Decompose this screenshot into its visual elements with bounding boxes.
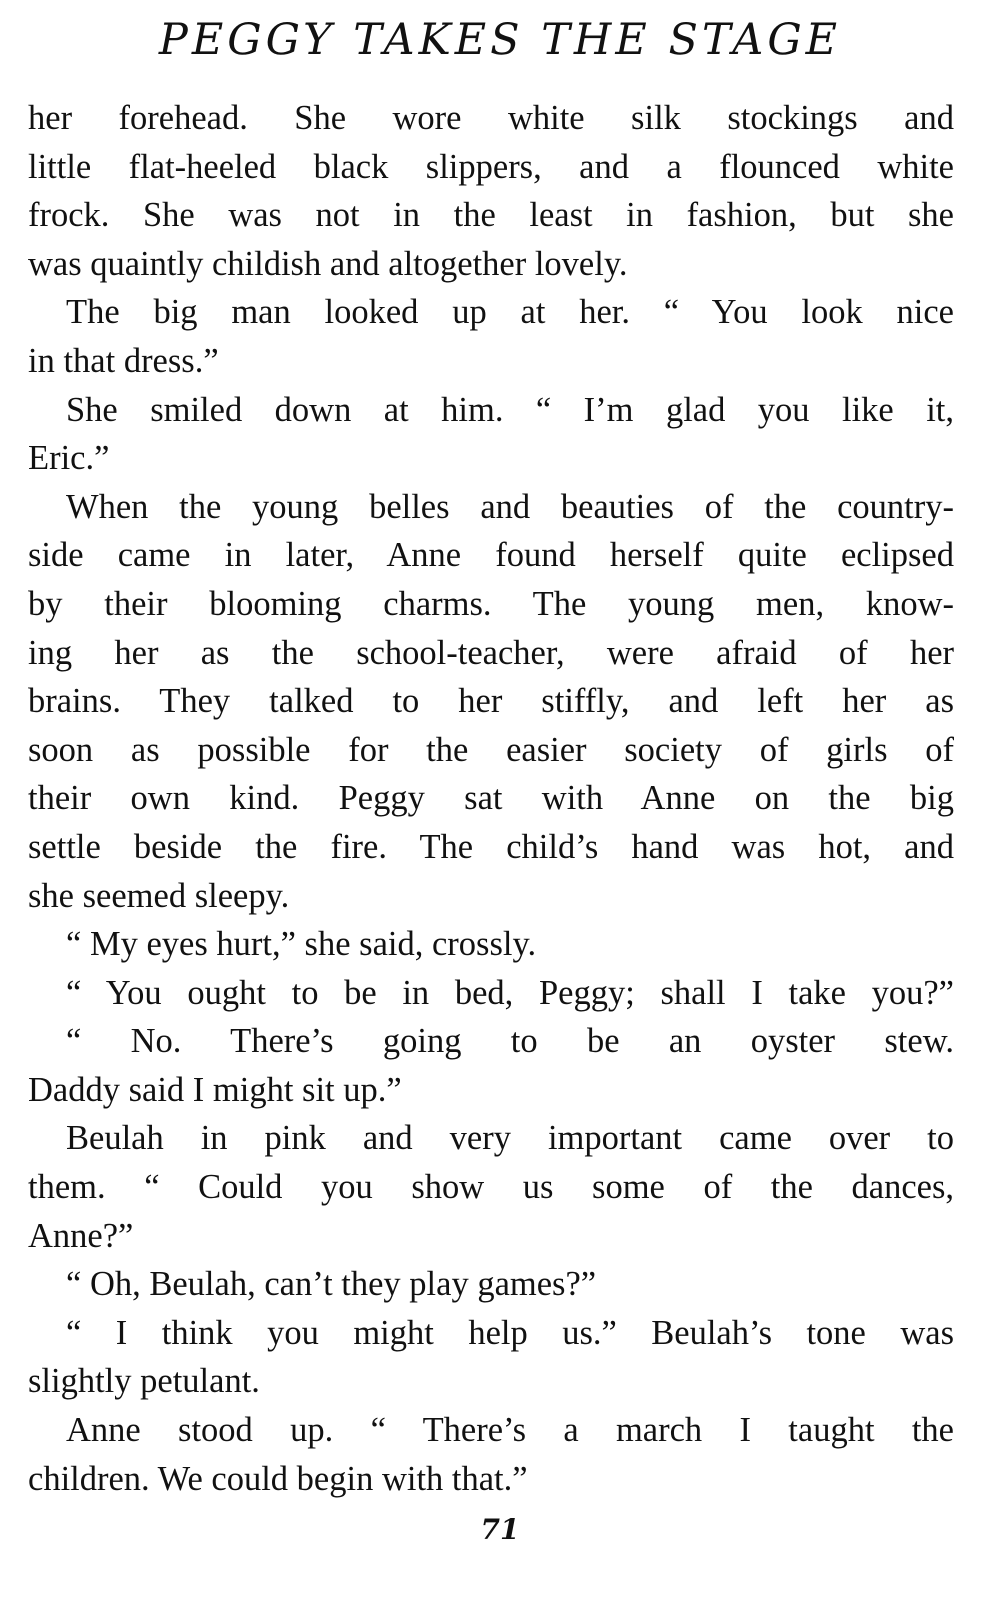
text-line: “ Oh, Beulah, can’t they play games?” bbox=[66, 1265, 597, 1304]
text-line: The big man looked up at her. “ You look nice bbox=[66, 293, 954, 332]
text-line: their own kind. Peggy sat with Anne on the big bbox=[28, 779, 954, 818]
text-line: in that dress.” bbox=[28, 341, 219, 380]
text-line: Anne?” bbox=[28, 1216, 134, 1255]
text-line: Anne stood up. “ There’s a march I taught the bbox=[66, 1411, 954, 1450]
text-line: brains. They talked to her stiffly, and left her as bbox=[28, 682, 954, 721]
text-line: little flat-heeled black slippers, and a flounced white bbox=[28, 147, 954, 186]
text-line: by their blooming charms. The young men, know- bbox=[28, 584, 954, 623]
body-text bbox=[28, 94, 954, 1503]
text-line: them. “ Could you show us some of the dances, bbox=[28, 1168, 954, 1207]
text-line: children. We could begin with that.” bbox=[28, 1459, 528, 1498]
text-line: she seemed sleepy. bbox=[28, 876, 290, 915]
text-line: Beulah in pink and very important came over to bbox=[66, 1119, 954, 1158]
text-line: “ I think you might help us.” Beulah’s tone was bbox=[66, 1313, 954, 1352]
text-line: When the young belles and beauties of the country- bbox=[66, 487, 954, 526]
page-number: 71 bbox=[480, 1513, 520, 1546]
text-line: “ No. There’s going to be an oyster stew. bbox=[66, 1022, 954, 1061]
text-line: settle beside the fire. The child’s hand was hot, and bbox=[28, 827, 954, 866]
text-line: soon as possible for the easier society of girls of bbox=[28, 730, 954, 769]
text-line: “ You ought to be in bed, Peggy; shall I take you?” bbox=[66, 973, 954, 1012]
text-line: “ My eyes hurt,” she said, crossly. bbox=[66, 925, 537, 964]
text-line: side came in later, Anne found herself quite eclipsed bbox=[28, 536, 954, 575]
text-line: Eric.” bbox=[28, 439, 110, 478]
running-head-title: PEGGY TAKES THE STAGE bbox=[158, 15, 842, 65]
text-line: slightly petulant. bbox=[28, 1362, 260, 1401]
text-line: Daddy said I might sit up.” bbox=[28, 1070, 402, 1109]
text-line: ing her as the school-teacher, were afraid of her bbox=[28, 633, 954, 672]
text-line: frock. She was not in the least in fashion, but she bbox=[28, 196, 954, 235]
text-line: She smiled down at him. “ I’m glad you like it, bbox=[66, 390, 954, 429]
text-line: was quaintly childish and altogether lovely. bbox=[28, 244, 628, 283]
text-line: her forehead. She wore white silk stockings and bbox=[28, 99, 954, 137]
